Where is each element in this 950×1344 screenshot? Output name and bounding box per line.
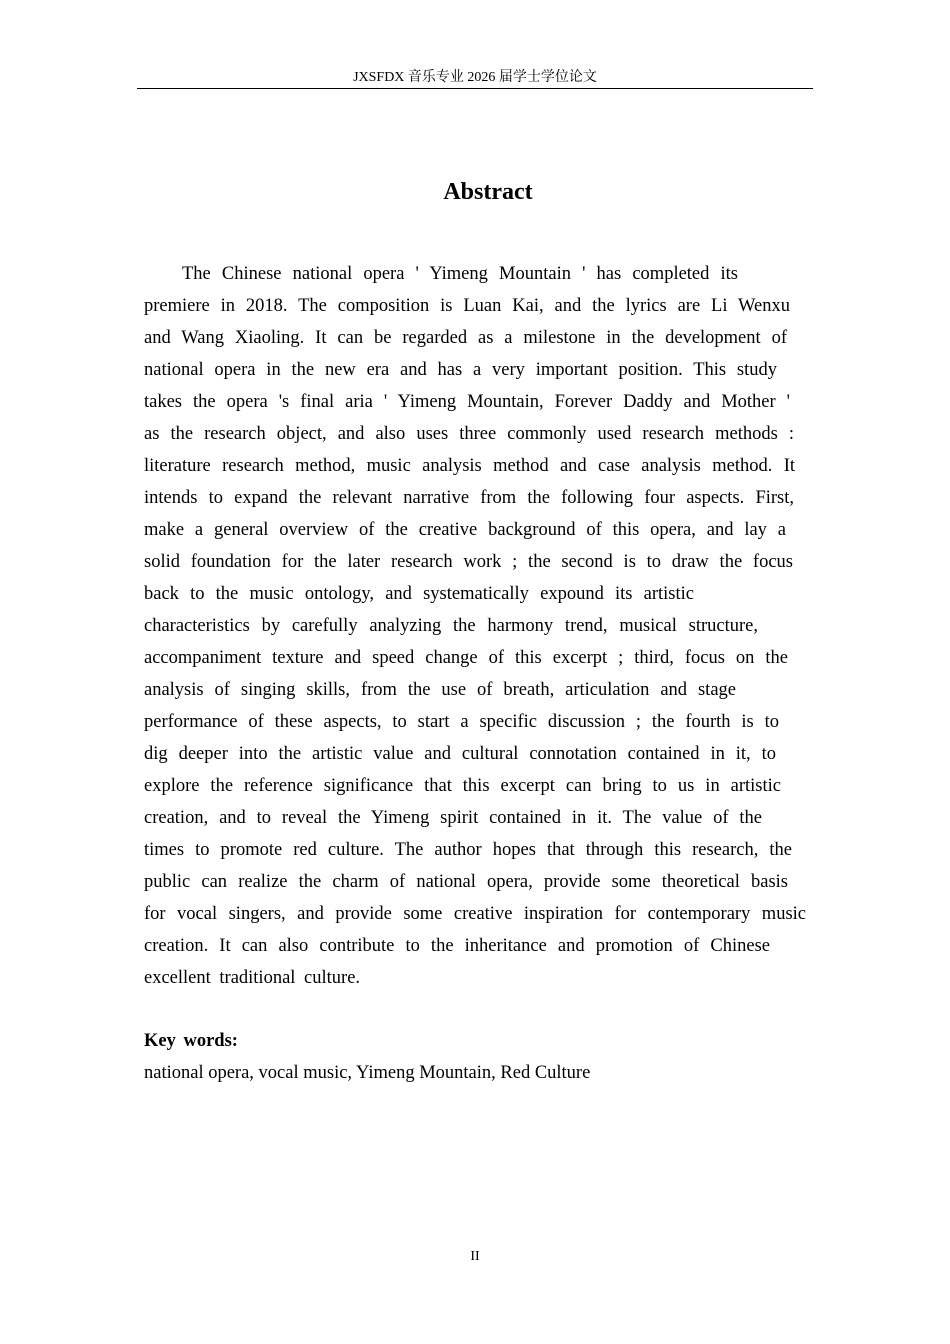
keywords-label: Key words: xyxy=(144,1031,238,1051)
abstract-line: solid foundation for the later research work ; the second is to draw the focus xyxy=(144,552,793,572)
abstract-line: national opera in the new era and has a very important position. This study xyxy=(144,360,777,380)
abstract-line: make a general overview of the creative background of this opera, and lay a xyxy=(144,520,786,540)
abstract-line: performance of these aspects, to start a specific discussion ; the fourth is to xyxy=(144,712,779,732)
abstract-line: creation, and to reveal the Yimeng spirit contained in it. The value of the xyxy=(144,808,762,828)
abstract-line: and Wang Xiaoling. It can be regarded as a milestone in the development of xyxy=(144,328,787,348)
abstract-line: creation. It can also contribute to the inheritance and promotion of Chinese xyxy=(144,936,770,956)
abstract-line: excellent traditional culture. xyxy=(144,968,361,988)
abstract-body xyxy=(144,258,806,994)
abstract-line: for vocal singers, and provide some creative inspiration for contemporary music xyxy=(144,904,806,924)
abstract-line: dig deeper into the artistic value and cultural connotation contained in it, to xyxy=(144,744,776,764)
abstract-line: accompaniment texture and speed change of this excerpt ; third, focus on the xyxy=(144,648,788,668)
abstract-line: as the research object, and also uses three commonly used research methods : xyxy=(144,424,794,444)
abstract-line: premiere in 2018. The composition is Luan Kai, and the lyrics are Li Wenxu xyxy=(144,296,790,316)
abstract-line: The Chinese national opera ' Yimeng Mountain ' has completed its xyxy=(182,264,738,284)
abstract-line: public can realize the charm of national opera, provide some theoretical basis xyxy=(144,872,788,892)
abstract-line: explore the reference significance that this excerpt can bring to us in artistic xyxy=(144,776,781,796)
abstract-line: takes the opera 's final aria ' Yimeng Mountain, Forever Daddy and Mother ' xyxy=(144,392,790,412)
abstract-title: Abstract xyxy=(443,179,533,205)
abstract-line: times to promote red culture. The author hopes that through this research, the xyxy=(144,840,792,860)
abstract-line: analysis of singing skills, from the use of breath, articulation and stage xyxy=(144,680,736,700)
running-header: JXSFDX 音乐专业 2026 届学士学位论文 xyxy=(137,68,813,89)
page-number: II xyxy=(470,1249,480,1264)
keywords-text: national opera, vocal music, Yimeng Mountain, Red Culture xyxy=(144,1063,591,1083)
abstract-line: characteristics by carefully analyzing the harmony trend, musical structure, xyxy=(144,616,758,636)
abstract-line: back to the music ontology, and systematically expound its artistic xyxy=(144,584,694,604)
abstract-line: literature research method, music analysis method and case analysis method. It xyxy=(144,456,795,476)
abstract-line: intends to expand the relevant narrative from the following four aspects. First, xyxy=(144,488,794,508)
